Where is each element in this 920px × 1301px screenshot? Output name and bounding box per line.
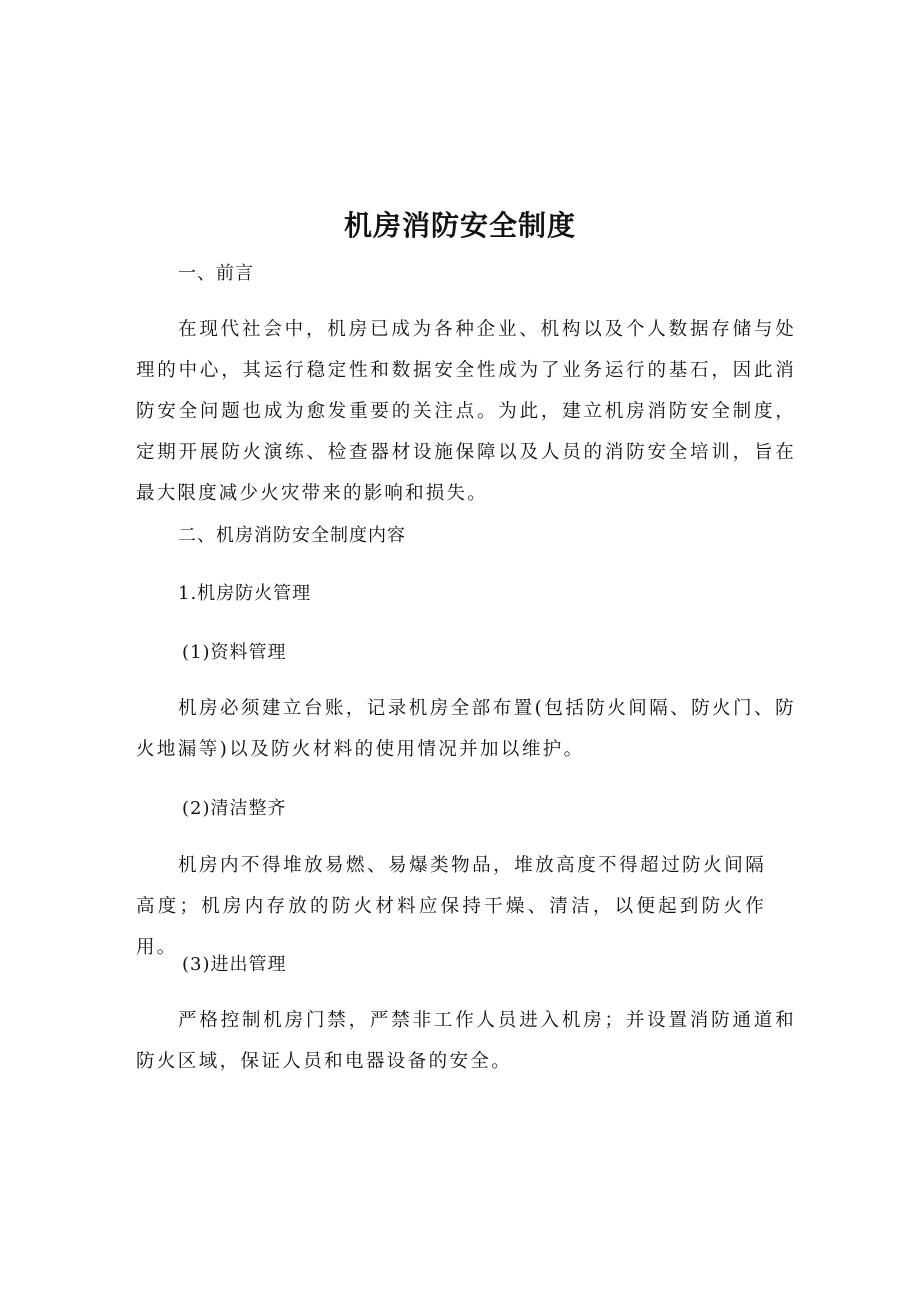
- item-heading-cleanliness: (2)清洁整齐: [182, 798, 287, 819]
- item-heading-records: (1)资料管理: [182, 642, 287, 663]
- subsection-heading-fire-management: 1.机房防火管理: [178, 583, 312, 604]
- section-heading-preface: 一、前言: [178, 263, 254, 284]
- preface-paragraph: 在现代社会中，机房已成为各种企业、机构以及个人数据存储与处理的中心，其运行稳定性和数据安全性成为了业务运行的基石，因此消防安全问题也成为愈发重要的关注点。为此，建立机房消防安全制度，定期开展防火演练、检查器材设施保障以及人员的消防安全培训，旨在最大限度减少火灾带来的影响和损失。: [136, 319, 796, 504]
- cleanliness-paragraph: 机房内不得堆放易燃、易爆类物品，堆放高度不得超过防火间隔高度；机房内存放的防火材料应保持干燥、清洁，以便起到防火作用。: [136, 855, 766, 958]
- records-paragraph: 机房必须建立台账，记录机房全部布置(包括防火间隔、防火门、防火地漏等)以及防火材料的使用情况并加以维护。: [136, 698, 796, 760]
- section-heading-content: 二、机房消防安全制度内容: [178, 525, 406, 546]
- document-title: 机房消防安全制度: [343, 209, 576, 242]
- item-heading-access: (3)进出管理: [182, 954, 287, 975]
- access-paragraph: 严格控制机房门禁，严禁非工作人员进入机房；并设置消防通道和防火区域，保证人员和电器设备的安全。: [136, 1010, 796, 1072]
